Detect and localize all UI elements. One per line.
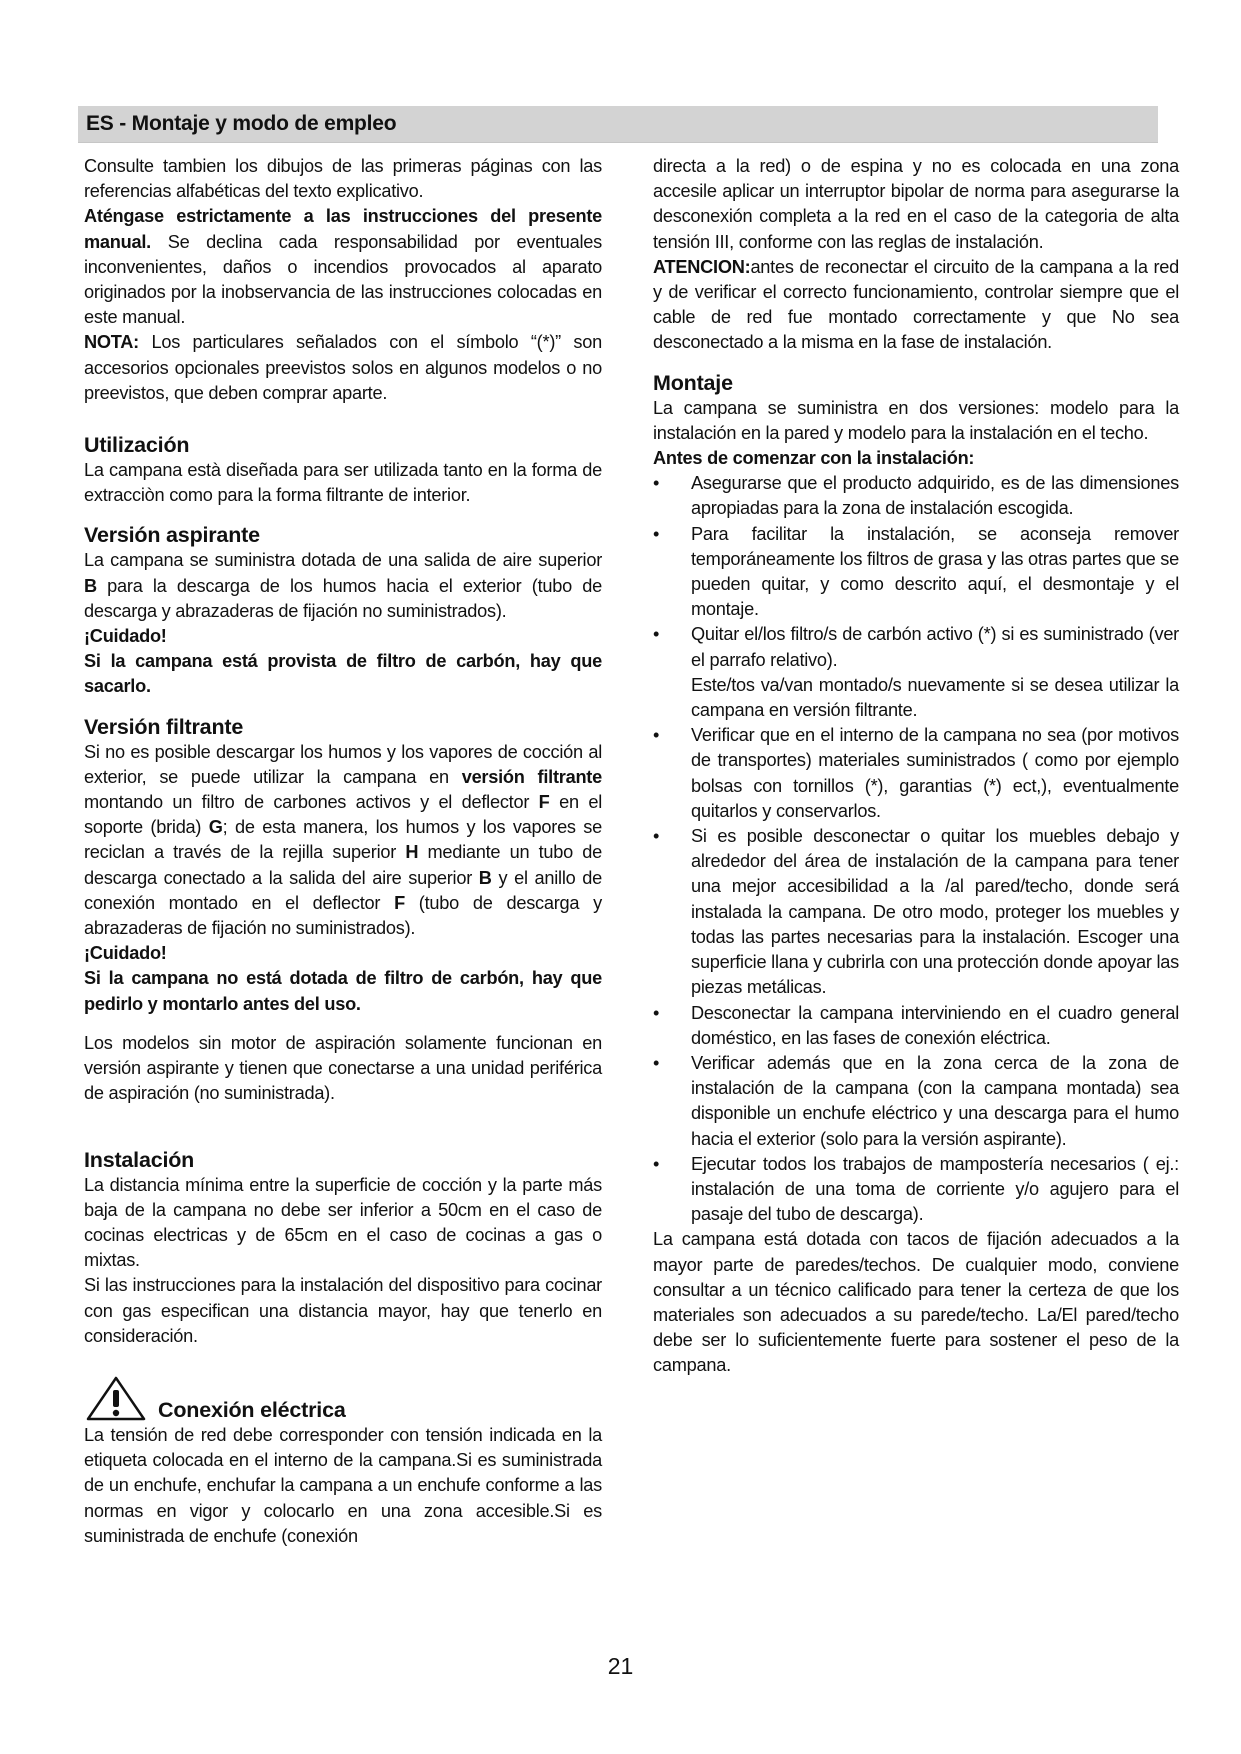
warning-triangle-icon [84, 1375, 148, 1423]
intro-paragraph: Consulte tambien los dibujos de las primeras páginas con las referencias alfabéticas del texto explicativo. [84, 156, 602, 202]
conexion-heading-row [84, 1375, 602, 1423]
cuidado-label-2: ¡Cuidado! [84, 943, 167, 964]
atencion-paragraph [653, 255, 1179, 356]
cuidado-text-2: Si la campana no está dotada de filtro de carbón, hay que pedirlo y montarlo antes del uso. [84, 968, 602, 1014]
montaje-text: La campana se suministra en dos versiones: modelo para la instalación en la pared y modelo para la instalación en el techo. [653, 397, 1179, 443]
installation-checklist [653, 471, 1179, 1227]
list-item: • Verificar además que en la zona cerca de la zona de instalación de la campana (con la campana montada) sea disponible un enchufe eléctrico y una descarga para el humo hacia el exterior (solo para la versión aspirante). [653, 1051, 1179, 1152]
filtrante-text: Si no es posible descargar los humos y los vapores de cocción al exterior, se puede utilizar la campana en versión filtrante montando un filtro de carbones activos y el deflector F en el soporte (brida) G; de esta manera, los humos y los vapores se reciclan a través de la rejilla superior H mediante un tubo de descarga conectado a la salida del aire superior B y el anillo de conexión montado en el deflector F (tubo de descarga y abrazaderas de fijación no suministrados). [84, 741, 603, 939]
closing-text: La campana está dotada con tacos de fijación adecuados a la mayor parte de paredes/techos. De cualquier modo, conviene consultar a un técnico calificado para tener la certeza de que los materiales son adecuados a su parede/techo. La/El pared/techo debe ser lo suficientemente fuerte para sostener el peso de la campana. [653, 1229, 1179, 1376]
conexion-continued-text: directa a la red) o de espina y no es colocada en una zona accesile aplicar un interruptor bipolar de norma para asegurarse la desconexión completa a la red en el caso de la categoria de alta tensión III, conforme con las reglas de instalación. [653, 156, 1179, 252]
conexion-text: La tensión de red debe corresponder con tensión indicada en la etiqueta colocada en el interno de la campana.Si es suministrada de un enchufe, enchufar la campana a un enchufe conforme a las normas en vigor y colocarlo en una zona accesible.Si es suministrada de enchufe (conexión [84, 1424, 602, 1546]
nota-label: NOTA: [84, 332, 139, 353]
left-column [84, 154, 602, 1549]
list-item: • Ejecutar todos los trabajos de mampostería necesarios ( ej.: instalación de una toma de corriente y/o agujero para el pasaje del tubo de descarga). [653, 1152, 1179, 1228]
list-item: • Verificar que en el interno de la campana no sea (por motivos de transportes) materiales suministrados ( como por ejemplo bolsas con tornillos (*), garantias (*) ect,), eventualmente quitarlos y conservarlos. [653, 723, 1179, 824]
page-number: 21 [607, 1653, 634, 1679]
modelos-text: Los modelos sin motor de aspiración solamente funcionan en versión aspirante y tienen que conectarse a una unidad periférica de aspiración (no suministrada). [84, 1032, 602, 1104]
section-title: ES - Montaje y modo de empleo [86, 112, 397, 135]
right-column [653, 154, 1179, 1379]
section-header-bar [78, 106, 1158, 143]
list-item: • Asegurarse que el producto adquirido, es de las dimensiones apropiadas para la zona de instalación escogida. [653, 471, 1179, 521]
cuidado-text-1: Si la campana está provista de filtro de carbón, hay que sacarlo. [84, 651, 602, 697]
list-item: • Desconectar la campana interviniendo en el cuadro general doméstico, en las fases de conexión eléctrica. [653, 1001, 1179, 1051]
heading-instalacion: Instalación [84, 1147, 195, 1172]
cuidado-label-1: ¡Cuidado! [84, 626, 167, 647]
instalacion-text-2: Si las instrucciones para la instalación del dispositivo para cocinar con gas especifican una distancia mayor, hay que tenerlo en consideración. [84, 1275, 602, 1346]
aspirante-text: La campana se suministra dotada de una salida de aire superior B para la descarga de los humos hacia el exterior (tubo de descarga y abrazaderas de fijación no suministrados). [84, 550, 602, 621]
utilizacion-text: La campana està diseñada para ser utilizada tanto en la forma de extracciòn como para la forma filtrante de interior. [84, 460, 602, 506]
atencion-text: antes de reconectar el circuito de la campana a la red y de verificar el correcto funcionamiento, controlar siempre que el cable de red fue montado correctamente y que No sea desconectado a la misma en la fase de instalación. [653, 256, 1179, 353]
nota-text: Los particulares señalados con el símbolo “(*)” son accesorios opcionales preevistos solos en algunos modelos o no preevistos, que deben comprar aparte. [84, 332, 602, 403]
heading-utilizacion: Utilización [84, 433, 190, 458]
disclaimer-bold: Aténgase estrictamente a las instrucciones del presente manual. [84, 206, 602, 252]
list-item: • Quitar el/los filtro/s de carbón activo (*) si es suministrado (ver el parrafo relativo). Este/tos va/van montado/s nuevamente si se desea utilizar la campana en versión filtrante. [653, 622, 1179, 723]
heading-montaje: Montaje [653, 370, 733, 395]
list-item: • Si es posible desconectar o quitar los muebles debajo y alrededor del área de instalación de la campana para tener una mejor accesibilidad a la /al pared/techo, donde será instalada la campana. De otro modo, proteger los muebles y todas las partes necesarias para la instalación. Escoger una superficie llana y cubrirla con una protección donde apoyar las piezas metálicas. [653, 824, 1179, 1000]
antes-heading: Antes de comenzar con la instalación: [653, 448, 975, 469]
nota-paragraph [84, 330, 602, 406]
heading-version-aspirante: Versión aspirante [84, 523, 260, 548]
list-item: • Para facilitar la instalación, se aconseja remover temporáneamente los filtros de grasa y las otras partes que se pueden quitar, y como descrito aquí, el desmontaje y el montaje. [653, 522, 1179, 623]
disclaimer-paragraph [84, 204, 602, 330]
instalacion-text-1: La distancia mínima entre la superficie de cocción y la parte más baja de la campana no debe ser inferior a 50cm en el caso de cocinas electricas y de 65cm en el caso de cocinas a gas o mixtas. [84, 1174, 602, 1271]
heading-conexion-electrica: Conexión eléctrica [158, 1397, 346, 1422]
disclaimer-text: Se declina cada responsabilidad por eventuales inconvenientes, daños o incendios provocados al aparato originados por la inobservancia de las instrucciones colocadas en este manual. [84, 231, 602, 328]
heading-version-filtrante: Versión filtrante [84, 714, 244, 739]
atencion-label: ATENCION: [653, 256, 751, 277]
